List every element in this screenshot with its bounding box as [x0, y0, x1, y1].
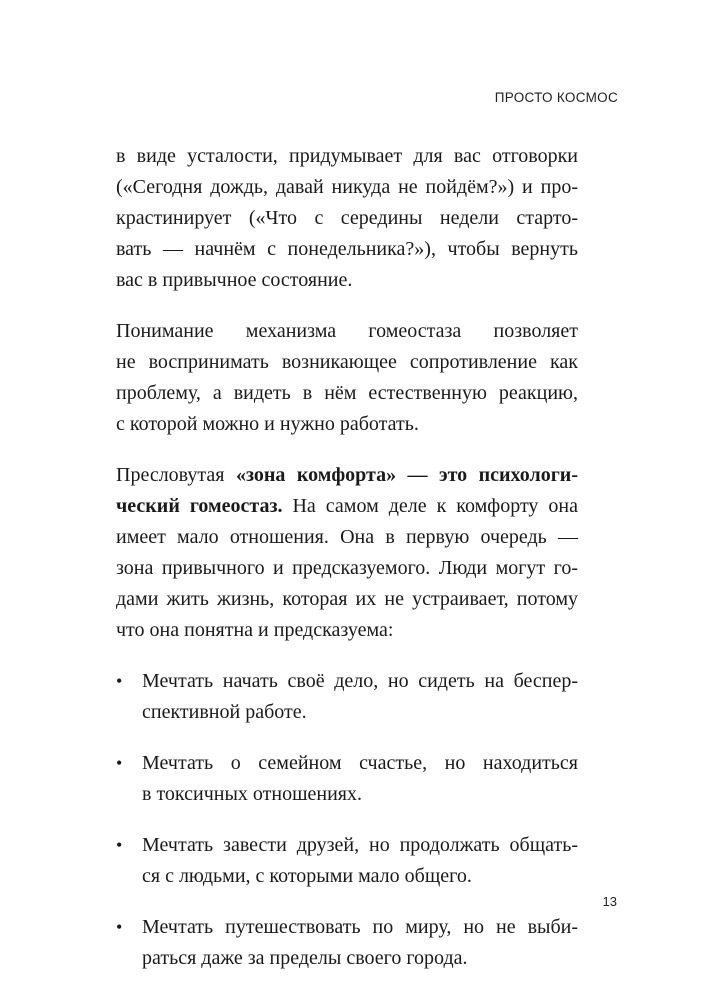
paragraph-2	[116, 316, 578, 440]
plain-text: На самом деле к комфорту она	[282, 495, 578, 517]
paragraph-line: не воспринимать возникающее сопротивление как	[116, 351, 578, 373]
bullet-icon: •	[116, 835, 123, 855]
list-item	[116, 830, 578, 892]
paragraph-line-mixed	[116, 460, 578, 491]
running-head-title: ПРОСТО КОСМОС	[494, 90, 618, 105]
paragraph-line-mixed	[116, 491, 578, 522]
paragraph-line: проблему, а видеть в нём естественную реакцию,	[116, 382, 578, 404]
list-item-line: Мечтать начать своё дело, но сидеть на беспер-	[142, 670, 578, 692]
paragraph-line: с которой можно и нужно работать.	[116, 413, 419, 435]
list-item	[116, 666, 578, 728]
bold-text: ческий гомеостаз.	[116, 495, 283, 517]
paragraph-line: зона привычного и предсказуемого. Люди могут го-	[116, 557, 578, 579]
paragraph-line: вас в привычное состояние.	[116, 269, 353, 291]
bullet-icon: •	[116, 671, 123, 691]
page-number: 13	[602, 894, 617, 909]
bullet-list	[116, 666, 578, 974]
paragraph-line: что она понятна и предсказуема:	[116, 619, 394, 641]
paragraph-line: («Сегодня дождь, давай никуда не пойдём?») и про-	[116, 176, 578, 198]
paragraph-line: имеет мало отношения. Она в первую очередь —	[116, 526, 578, 548]
list-item-line: спективной работе.	[142, 701, 307, 723]
list-item-line: в токсичных отношениях.	[142, 783, 362, 805]
paragraph-1	[116, 141, 578, 296]
list-item-line: раться даже за пределы своего города.	[142, 947, 468, 969]
bold-text: «зона комфорта» — это психологи-	[235, 464, 578, 486]
list-item-line: Мечтать завести друзей, но продолжать общать-	[142, 834, 578, 856]
list-item-line: Мечтать о семейном счастье, но находиться	[142, 752, 578, 774]
list-item	[116, 912, 578, 974]
list-item	[116, 748, 578, 810]
paragraph-line: вать — начнём с понедельника?»), чтобы вернуть	[116, 238, 578, 260]
plain-text: Пресловутая	[116, 464, 236, 486]
paragraph-line: крастинирует («Что с середины недели старто-	[116, 207, 578, 229]
bullet-icon: •	[116, 917, 123, 937]
paragraph-3	[116, 460, 578, 646]
page-body-text	[116, 141, 578, 994]
paragraph-line: в виде усталости, придумывает для вас отговорки	[116, 145, 578, 167]
bullet-icon: •	[116, 753, 123, 773]
paragraph-line: дами жить жизнь, которая их не устраивает, потому	[116, 588, 578, 610]
list-item-line: Мечтать путешествовать по миру, но не выби-	[142, 916, 578, 938]
paragraph-line: Понимание механизма гомеостаза позволяет	[116, 320, 578, 342]
list-item-line: ся с людьми, с которыми мало общего.	[142, 865, 472, 887]
